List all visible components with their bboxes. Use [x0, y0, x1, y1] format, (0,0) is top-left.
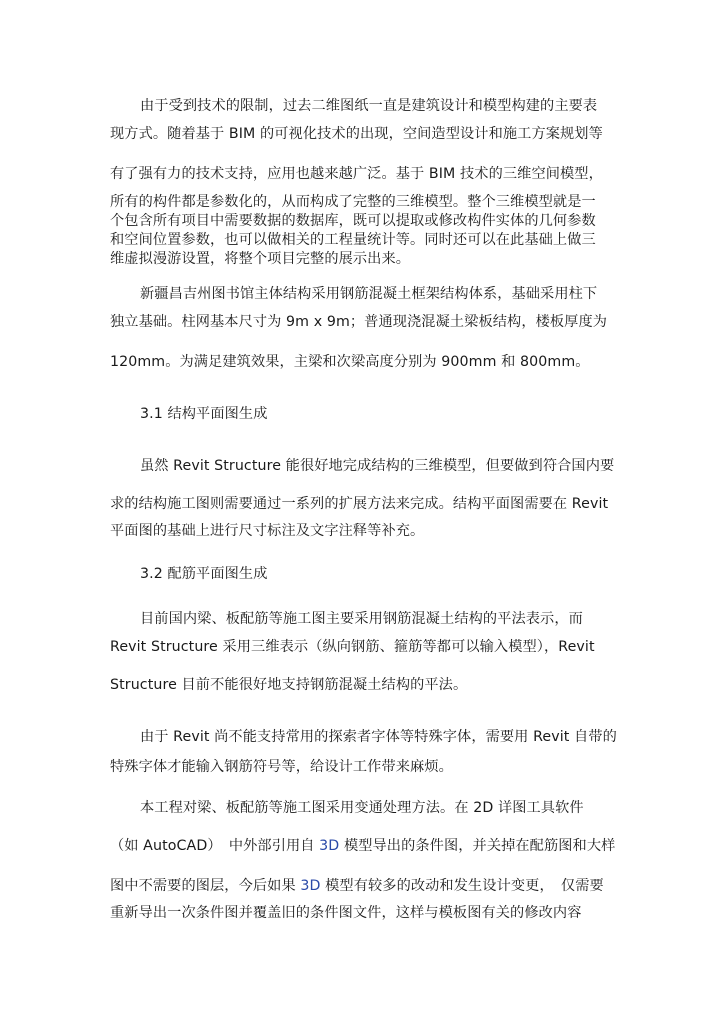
heading-3-1: 3.1 结构平面图生成 [140, 406, 268, 422]
paragraph-5-line-1: 由于 Revit 尚不能支持常用的探索者字体等特殊字体，需要用 Revit 自带的 [140, 729, 617, 745]
paragraph-2-line-3: 120mm。为满足建筑效果，主梁和次梁高度分别为 900mm 和 800mm。 [110, 354, 590, 370]
paragraph-1-line-7: 维虚拟漫游设置，将整个项目完整的展示出来。 [110, 251, 411, 267]
paragraph-1-line-4: 所有的构件都是参数化的，从而构成了完整的三维模型。整个三维模型就是一 [110, 194, 596, 210]
heading-3-2: 3.2 配筋平面图生成 [140, 566, 268, 582]
paragraph-6-line-4: 重新导出一次条件图并覆盖旧的条件图文件，这样与模板图有关的修改内容 [110, 905, 582, 921]
paragraph-6-line-3 [110, 876, 604, 896]
paragraph-3-line-3: 平面图的基础上进行尺寸标注及文字注释等补充。 [110, 523, 425, 539]
paragraph-6-line-2-part-a: （如 AutoCAD） 中外部引用自 [110, 838, 320, 854]
paragraph-4-line-3: Structure 目前不能很好地支持钢筋混凝土结构的平法。 [110, 677, 468, 693]
paragraph-6-line-3-part-c: 模型有较多的改动和发生设计变更， 仅需要 [320, 878, 604, 894]
highlight-3d-term: 3D [300, 878, 321, 894]
paragraph-4-line-2: Revit Structure 采用三维表示（纵向钢筋、箍筋等都可以输入模型），Revit [110, 639, 595, 655]
paragraph-1-line-3: 有了强有力的技术支持，应用也越来越广泛。基于 BIM 技术的三维空间模型， [110, 166, 603, 182]
paragraph-6-line-2 [110, 836, 615, 856]
paragraph-1-line-1: 由于受到技术的限制，过去二维图纸一直是建筑设计和模型构建的主要表 [140, 98, 598, 114]
paragraph-6-line-1: 本工程对梁、板配筋等施工图采用变通处理方法。在 2D 详图工具软件 [140, 800, 584, 816]
paragraph-3-line-2: 求的结构施工图则需要通过一系列的扩展方法来完成。结构平面图需要在 Revit [110, 496, 609, 512]
paragraph-2-line-2: 独立基础。柱网基本尺寸为 9m x 9m；普通现浇混凝土梁板结构，楼板厚度为 [110, 314, 608, 330]
paragraph-6-line-2-part-c: 模型导出的条件图，并关掉在配筋图和大样 [339, 838, 616, 854]
paragraph-1-line-5: 个包含所有项目中需要数据的数据库，既可以提取或修改构件实体的几何参数 [110, 213, 596, 229]
paragraph-4-line-1: 目前国内梁、板配筋等施工图主要采用钢筋混凝土结构的平法表示，而 [140, 611, 583, 627]
paragraph-3-line-1: 虽然 Revit Structure 能很好地完成结构的三维模型，但要做到符合国内要 [140, 458, 615, 474]
paragraph-1-line-6: 和空间位置参数，也可以做相关的工程量统计等。同时还可以在此基础上做三 [110, 232, 596, 248]
paragraph-2-line-1: 新疆昌吉州图书馆主体结构采用钢筋混凝土框架结构体系，基础采用柱下 [140, 286, 598, 302]
paragraph-5-line-2: 特殊字体才能输入钢筋符号等，给设计工作带来麻烦。 [110, 759, 453, 775]
paragraph-6-line-3-part-a: 图中不需要的图层，今后如果 [110, 878, 301, 894]
highlight-3d-term: 3D [319, 838, 340, 854]
paragraph-1-line-2: 现方式。随着基于 BIM 的可视化技术的出现，空间造型设计和施工方案规划等 [110, 126, 603, 142]
